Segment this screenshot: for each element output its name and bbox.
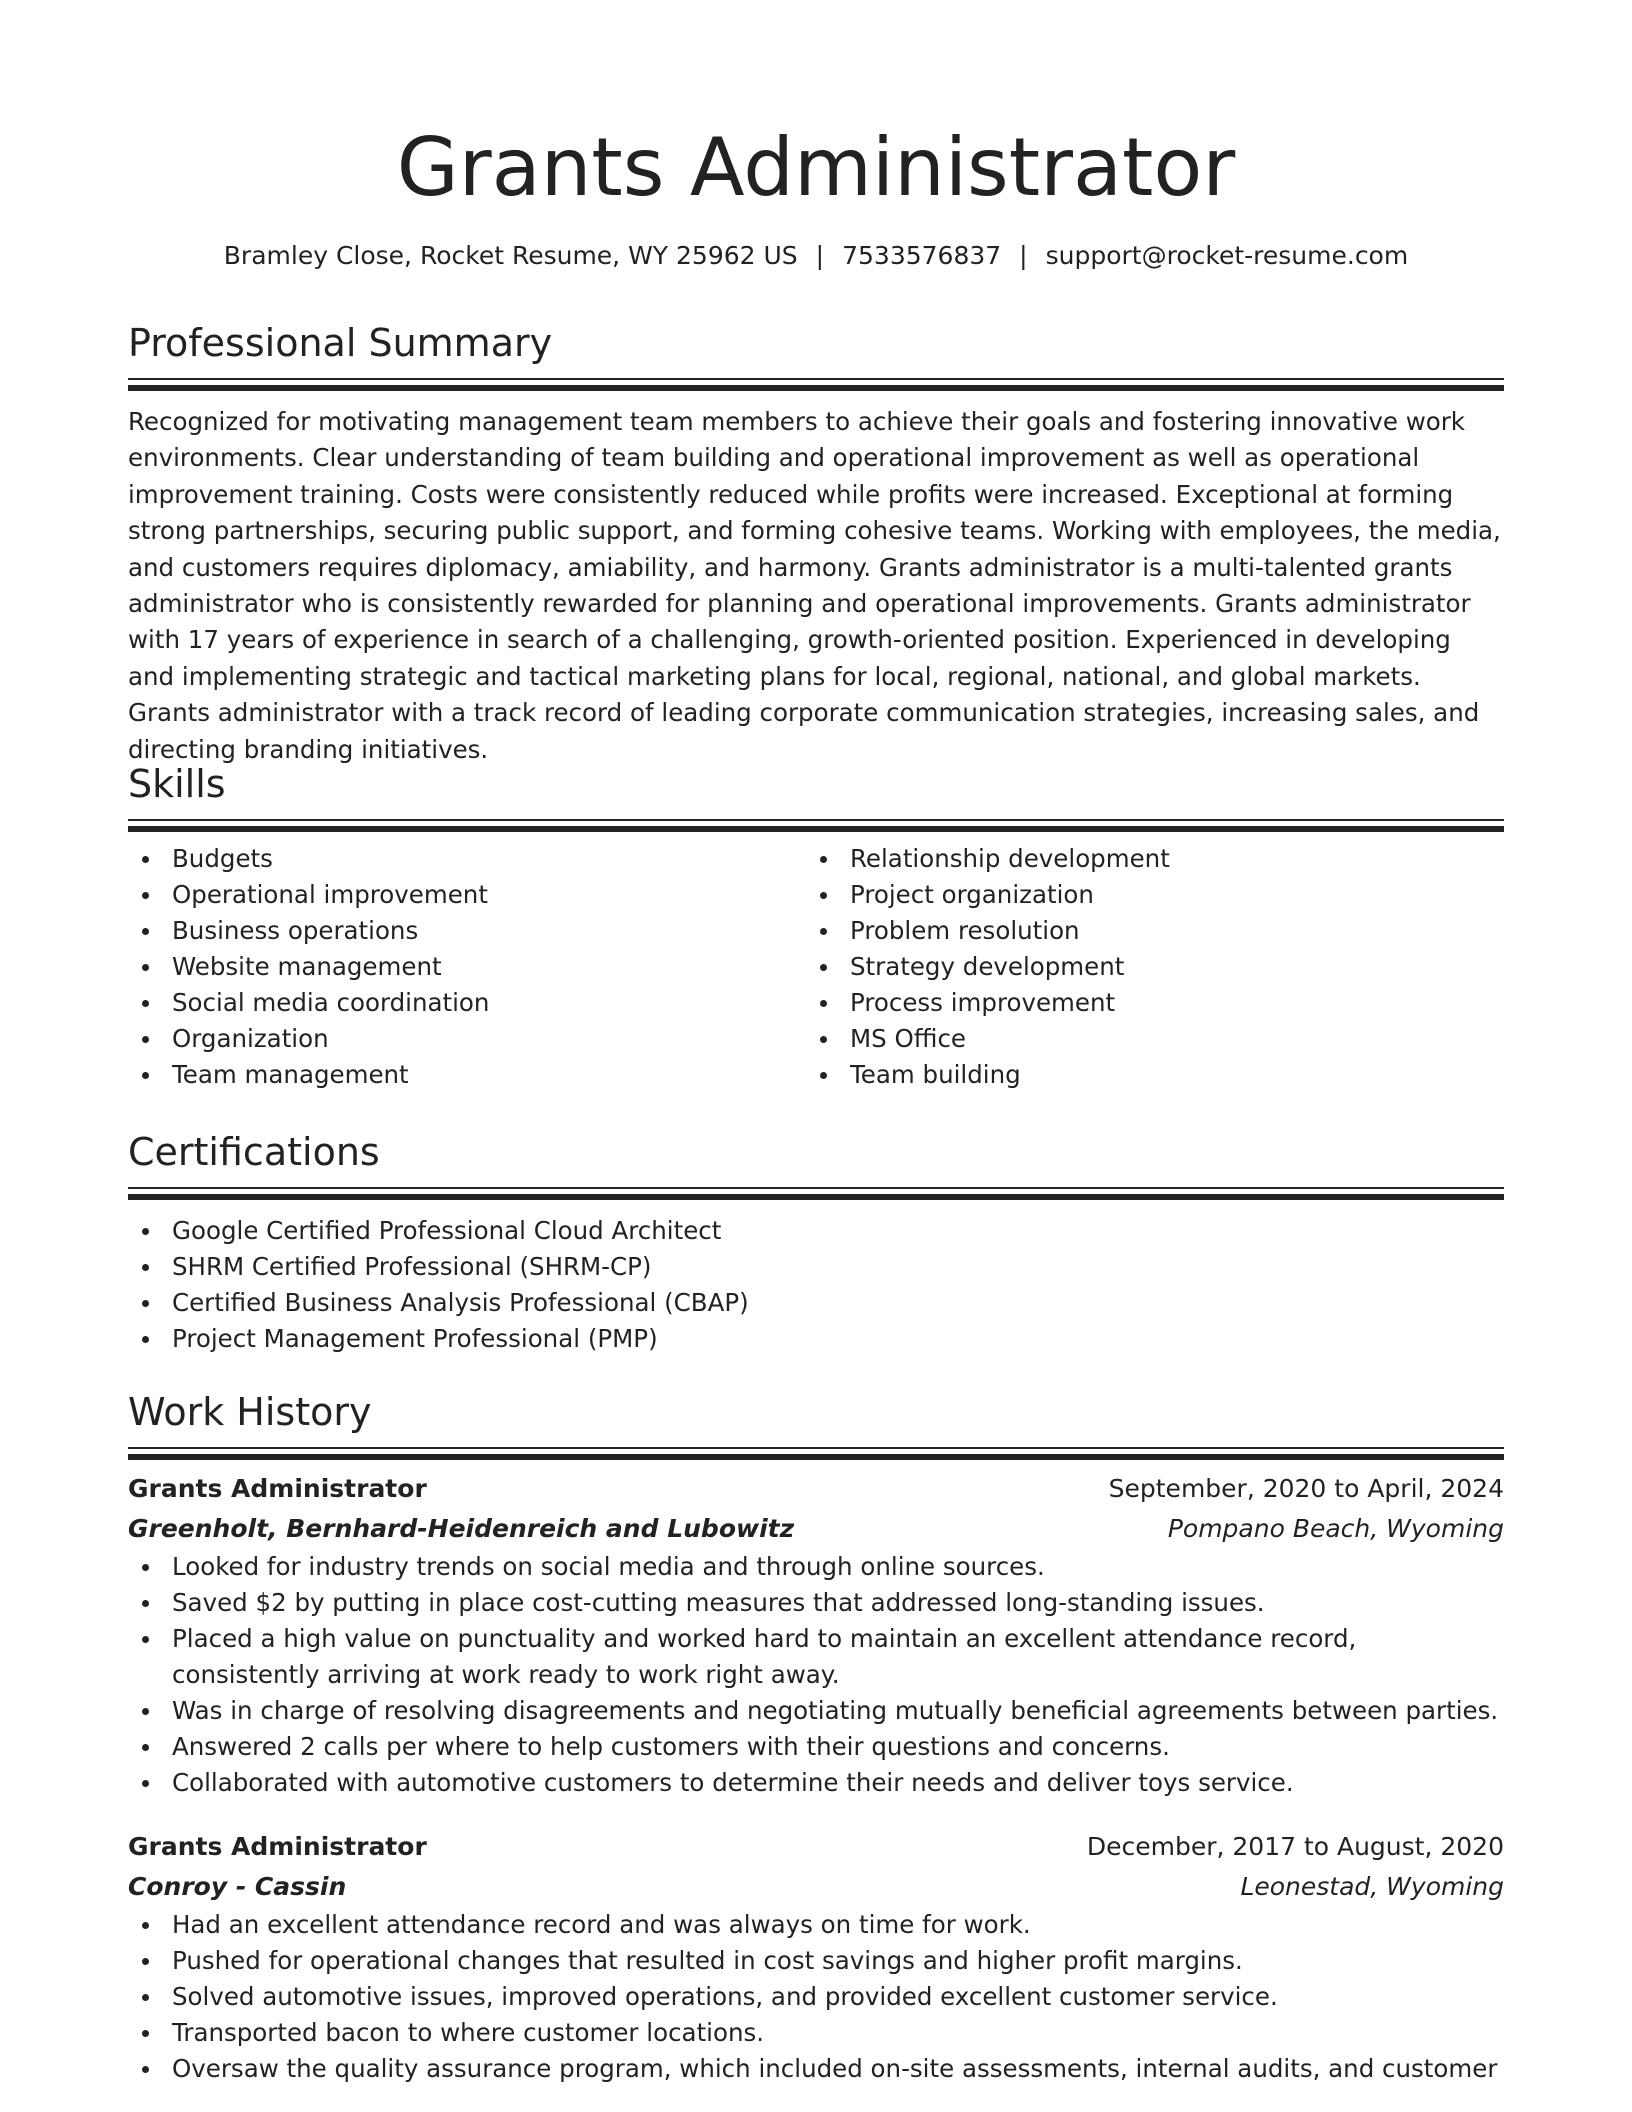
work-history-heading: Work History: [128, 1390, 372, 1434]
work-history-section: [128, 1387, 1504, 2087]
job-bullet: Answered 2 calls per where to help customers with their questions and concerns.: [128, 1729, 1504, 1765]
job-bullet: Placed a high value on punctuality and worked hard to maintain an excellent attendance record, consistently arriving at work ready to work right away.: [128, 1621, 1504, 1693]
skill-item: Budgets: [128, 841, 806, 877]
contact-line: [128, 236, 1504, 276]
job-bullet: Collaborated with automotive customers to determine their needs and deliver toys service.: [128, 1765, 1504, 1801]
certifications-list: [128, 1213, 1504, 1357]
contact-separator: |: [815, 241, 825, 270]
certifications-section: [128, 1127, 1504, 1357]
job-bullet: Had an excellent attendance record and was always on time for work.: [128, 1907, 1504, 1943]
certifications-heading: Certifications: [128, 1130, 380, 1174]
skill-item: Problem resolution: [806, 913, 1484, 949]
job-bullet: Transported bacon to where customer locations.: [128, 2015, 1504, 2051]
skill-item: Relationship development: [806, 841, 1484, 877]
job-company: Conroy - Cassin: [128, 1872, 347, 1901]
section-divider: [128, 1447, 1504, 1461]
job-bullet: Looked for industry trends on social media and through online sources.: [128, 1549, 1504, 1585]
job-title: Grants Administrator: [128, 1832, 427, 1861]
section-divider: [128, 819, 1504, 833]
job-location: Leonestad, Wyoming: [1240, 1872, 1504, 1901]
skill-item: Team building: [806, 1057, 1484, 1093]
job-bullet: Oversaw the quality assurance program, which included on-site assessments, internal audits, and customer: [128, 2051, 1504, 2087]
skill-item: Business operations: [128, 913, 806, 949]
job-header-row: [128, 1469, 1504, 1509]
job-bullet: Solved automotive issues, improved operations, and provided excellent customer service.: [128, 1979, 1504, 2015]
job-bullet: Saved $2 by putting in place cost-cutting measures that addressed long-standing issues.: [128, 1585, 1504, 1621]
skills-list-right: [806, 841, 1484, 1093]
skill-item: Social media coordination: [128, 985, 806, 1021]
certification-item: Project Management Professional (PMP): [128, 1321, 1504, 1357]
summary-heading: Professional Summary: [128, 321, 553, 365]
section-divider: [128, 1187, 1504, 1201]
skill-item: Project organization: [806, 877, 1484, 913]
job-bullets: [128, 1549, 1504, 1801]
job-entry: [128, 1469, 1504, 1801]
certification-item: Google Certified Professional Cloud Architect: [128, 1213, 1504, 1249]
job-bullets: [128, 1907, 1504, 2087]
skill-item: Operational improvement: [128, 877, 806, 913]
job-company: Greenholt, Bernhard-Heidenreich and Lubowitz: [128, 1514, 795, 1543]
contact-phone: 7533576837: [842, 241, 1002, 270]
skill-item: Team management: [128, 1057, 806, 1093]
summary-text: Recognized for motivating management team members to achieve their goals and fostering innovative work environments. Clear understanding of team building and operational improvement as well as operational improvement training. Costs were consistently reduced while profits were increased. Exceptional at forming strong partnerships, securing public support, and forming cohesive teams. Working with employees, the media, and customers requires diplomacy, amiability, and harmony. Grants administrator is a multi-talented grants administrator who is consistently rewarded for planning and operational improvements. Grants administrator with 17 years of experience in search of a challenging, growth-oriented position. Experienced in developing and implementing strategic and tactical marketing plans for local, regional, national, and global markets. Grants administrator with a track record of leading corporate communication strategies, increasing sales, and directing branding initiatives.: [128, 407, 1501, 764]
job-entry: [128, 1827, 1504, 2087]
skill-item: Website management: [128, 949, 806, 985]
job-subheader-row: [128, 1867, 1504, 1907]
certification-item: Certified Business Analysis Professional (CBAP): [128, 1285, 1504, 1321]
section-divider: [128, 378, 1504, 392]
skill-item: Process improvement: [806, 985, 1484, 1021]
job-title: Grants Administrator: [128, 1474, 427, 1503]
summary-section: [128, 318, 1504, 768]
resume-name: Grants Administrator: [396, 121, 1236, 214]
certification-item: SHRM Certified Professional (SHRM-CP): [128, 1249, 1504, 1285]
job-dates: December, 2017 to August, 2020: [1086, 1832, 1504, 1861]
skills-section: [128, 759, 1504, 1093]
job-location: Pompano Beach, Wyoming: [1167, 1514, 1504, 1543]
job-dates: September, 2020 to April, 2024: [1108, 1474, 1504, 1503]
skill-item: Organization: [128, 1021, 806, 1057]
job-subheader-row: [128, 1509, 1504, 1549]
job-bullet: Pushed for operational changes that resulted in cost savings and higher profit margins.: [128, 1943, 1504, 1979]
job-header-row: [128, 1827, 1504, 1867]
contact-address: Bramley Close, Rocket Resume, WY 25962 US: [223, 241, 798, 270]
skills-list-left: [128, 841, 806, 1093]
skill-item: MS Office: [806, 1021, 1484, 1057]
job-bullet: Was in charge of resolving disagreements and negotiating mutually beneficial agreements between parties.: [128, 1693, 1504, 1729]
contact-email: support@rocket-resume.com: [1045, 241, 1409, 270]
skills-columns: [128, 841, 1504, 1093]
skill-item: Strategy development: [806, 949, 1484, 985]
skills-heading: Skills: [128, 762, 226, 806]
contact-separator: |: [1019, 241, 1028, 270]
